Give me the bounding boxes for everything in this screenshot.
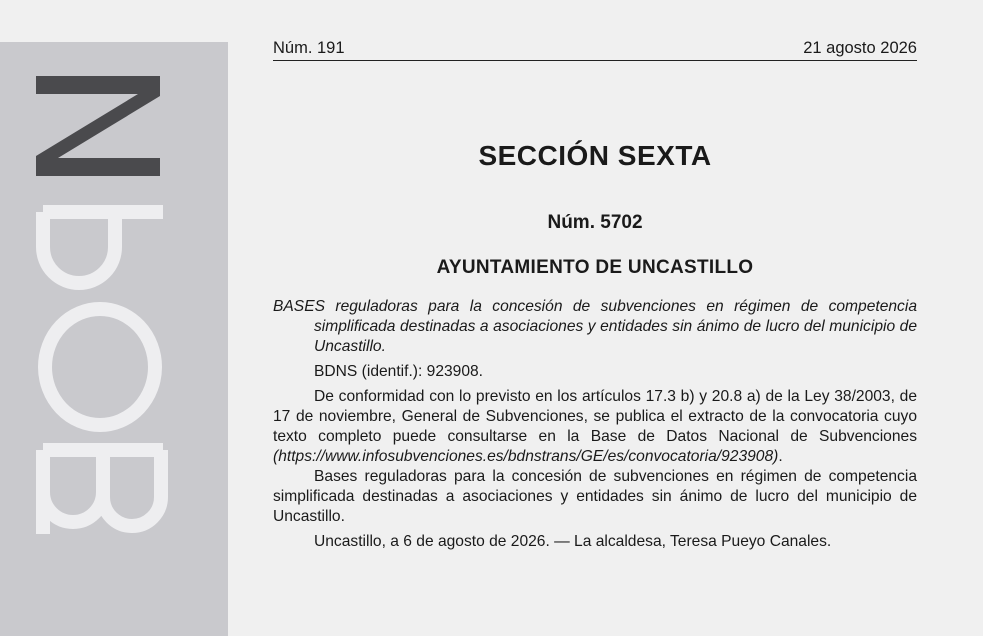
page-header bbox=[273, 38, 917, 61]
legal-paragraph-text: De conformidad con lo previsto en los artículos 17.3 b) y 20.8 a) de la Ley 38/2003, de 17 de noviembre, General de Subvenciones, se publica el extracto de la convocatoria cuyo texto completo puede consultarse en la Base de Datos Nacional de Subvenciones bbox=[273, 388, 917, 445]
legal-paragraph-end: . bbox=[778, 448, 783, 465]
sidebar-band bbox=[0, 42, 228, 636]
logo-letter-z bbox=[36, 76, 160, 176]
convocatoria-link[interactable]: (https://www.infosubvenciones.es/bdnstrans/GE/es/convocatoria/923908) bbox=[273, 448, 779, 465]
legal-paragraph bbox=[273, 387, 917, 467]
bdns-line: BDNS (identif.): 923908. bbox=[314, 363, 484, 380]
logo-letter-b bbox=[43, 450, 163, 534]
logo-letter-o bbox=[45, 309, 155, 425]
subject-paragraph: BASES reguladoras para la concesión de subvenciones en régimen de competencia simplificada destinadas a asociaciones y entidades sin ánimo de lucro del municipio de Uncastillo. bbox=[273, 298, 917, 355]
announcement-number: Núm. 5702 bbox=[547, 212, 643, 233]
logo-letter-p bbox=[43, 212, 163, 283]
bases-paragraph: Bases reguladoras para la concesión de subvenciones en régimen de competencia simplificada destinadas a asociaciones y entidades sin ánimo de lucro del municipio de Uncastillo. bbox=[273, 468, 917, 525]
bopz-logo bbox=[0, 42, 228, 636]
entity-name: AYUNTAMIENTO DE UNCASTILLO bbox=[436, 257, 754, 278]
issue-number: Núm. 191 bbox=[273, 39, 345, 57]
section-title: SECCIÓN SEXTA bbox=[478, 140, 712, 171]
signature-line: Uncastillo, a 6 de agosto de 2026. — La alcaldesa, Teresa Pueyo Canales. bbox=[314, 533, 832, 550]
issue-date: 21 agosto 2026 bbox=[803, 39, 917, 57]
document-body bbox=[273, 297, 917, 552]
